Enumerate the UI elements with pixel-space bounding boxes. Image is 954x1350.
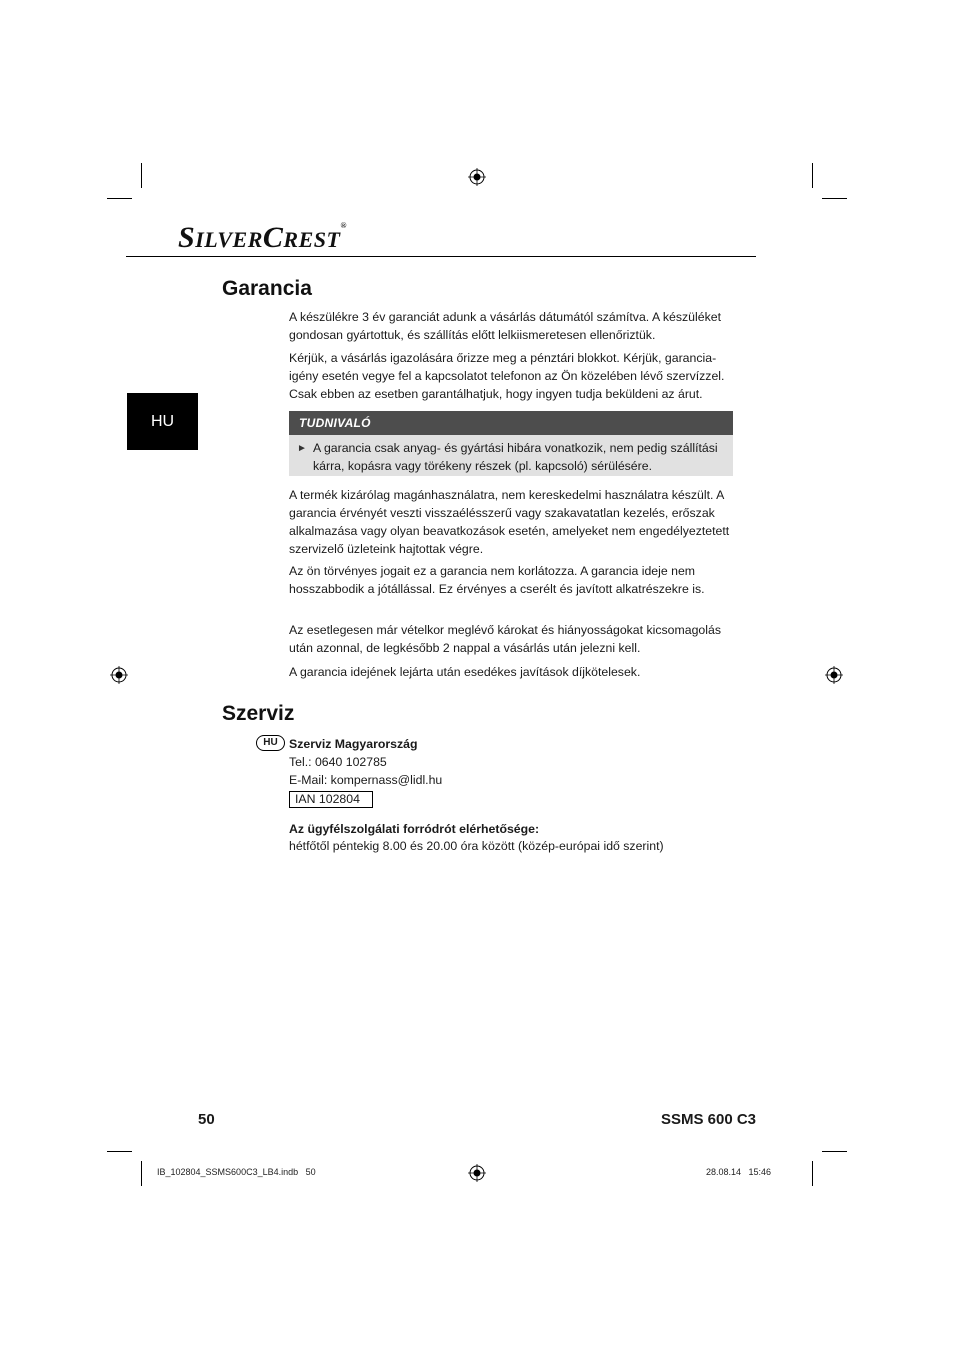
section-title-garancia: Garancia xyxy=(222,277,312,300)
service-phone: Tel.: 0640 102785 xyxy=(289,755,387,769)
paragraph: A garancia idejének lejárta után esedékes javítások díjkötelesek. xyxy=(289,665,641,679)
crop-mark xyxy=(812,1161,813,1186)
country-badge: HU xyxy=(256,735,285,751)
registration-mark-icon xyxy=(110,666,128,684)
registration-mark-icon xyxy=(825,666,843,684)
crop-mark xyxy=(107,198,132,199)
note-box xyxy=(289,435,733,476)
header-rule xyxy=(126,256,756,257)
page-number: 50 xyxy=(198,1111,215,1128)
print-slug-file: IB_102804_SSMS600C3_LB4.indb 50 xyxy=(157,1167,316,1177)
hotline-title: Az ügyfélszolgálati forródrót elérhetősége: xyxy=(289,822,540,836)
model-number: SSMS 600 C3 xyxy=(660,1111,756,1128)
registration-mark-icon xyxy=(468,168,486,186)
hotline-hours: hétfőtől péntekig 8.00 és 20.00 óra között (közép-európai idő szerint) xyxy=(289,839,664,853)
arrow-right-icon: ► xyxy=(297,443,307,454)
note-text: A garancia csak anyag- és gyártási hibára vonatkozik, nem pedig szállítási kárra, kopásra vagy törékeny részek (pl. kapcsoló) sérülésére. xyxy=(313,441,718,473)
print-slug-date: 28.08.14 15:46 xyxy=(706,1167,772,1177)
paragraph: A termék kizárólag magánhasználatra, nem kereskedelmi használatra készült. A garancia érvényét veszti visszaélésszerű vagy szakavatatlan kezelés, erőszak alkalmazása vagy olyan beavatkozások esetén, amelyeket nem engedélyeztetett szervizelő üzleteink hajtottak végre. xyxy=(289,488,730,556)
service-name: Szerviz Magyarország xyxy=(289,737,418,751)
crop-mark xyxy=(822,198,847,199)
crop-mark xyxy=(141,1161,142,1186)
paragraph: Az esetlegesen már vételkor meglévő károkat és hiányosságokat kicsomagolás után azonnal, de legkésőbb 2 nappal a vásárlás után jelezni kell. xyxy=(289,623,721,655)
section-title-szerviz: Szerviz xyxy=(222,702,295,725)
crop-mark xyxy=(107,1151,132,1152)
crop-mark xyxy=(822,1151,847,1152)
ian-number: IAN 102804 xyxy=(289,791,373,808)
paragraph: Az ön törvényes jogait ez a garancia nem korlátozza. A garancia ideje nem hosszabbodik a jótállással. Ez érvényes a cserélt és javított alkatrészekre is. xyxy=(289,564,705,596)
registration-mark-icon xyxy=(468,1164,486,1182)
paragraph: Kérjük, a vásárlás igazolására őrizze meg a pénztári blokkot. Kérjük, garancia-igény esetén vegye fel a kapcsolatot telefonon az Ön közelében lévő szervízzel. Csak ebben az esetben garantálhatjuk, hogy ingyen tudja beküldeni az árut. xyxy=(289,351,725,401)
note-header: TUDNIVALÓ xyxy=(289,411,733,435)
crop-mark xyxy=(812,163,813,188)
silvercrest-logo: SILVERCREST® xyxy=(178,221,347,254)
language-tab: HU xyxy=(127,393,198,450)
paragraph: A készülékre 3 év garanciát adunk a vásárlás dátumától számítva. A készüléket gondosan gyártottuk, és szállítás előtt lelkiismeretesen ellenőriztük. xyxy=(289,310,721,342)
service-email: E-Mail: kompernass@lidl.hu xyxy=(289,773,443,787)
crop-mark xyxy=(141,163,142,188)
